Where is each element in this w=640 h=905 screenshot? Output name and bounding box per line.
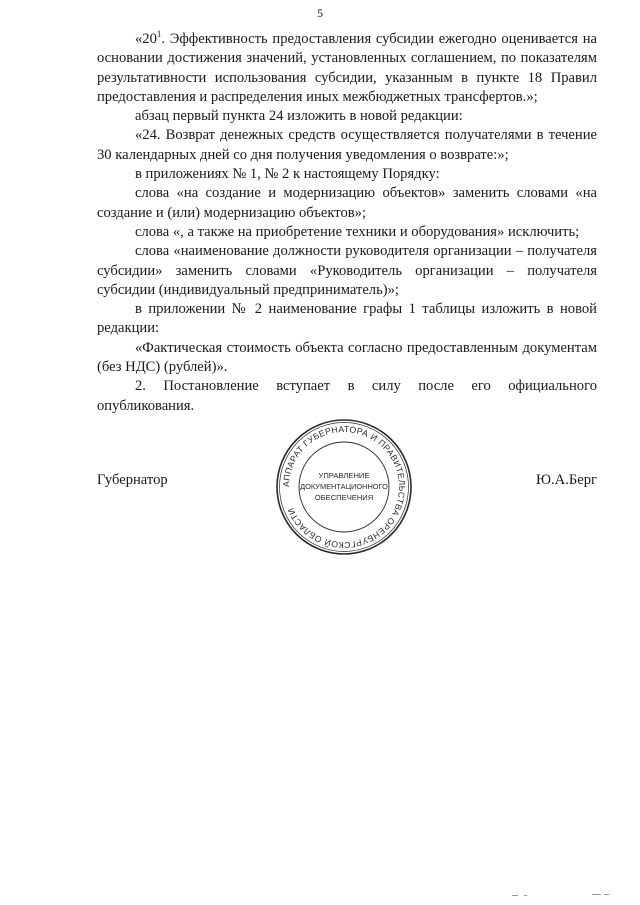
paragraph-24: «24. Возврат денежных средств осуществляется получателями в течение 30 календарных дней со дня получения уведомления о возврате:»; <box>97 127 597 163</box>
stamp-center-line-3: ОБЕСПЕЧЕНИЯ <box>314 493 374 502</box>
page-number: 5 <box>317 6 323 20</box>
stamp-ring-text: АППАРАТ ГУБЕРНАТОРА И ПРАВИТЕЛЬСТВА ОРЕНБУРГСКОЙ ОБЛАСТИ <box>280 423 408 551</box>
paragraph-20-1 <box>97 30 597 107</box>
paragraph-replace-words-2: слова «наименование должности руководителя организации – получателя субсидии» заменить словами «Руководитель организации – получателя субсидии (индивидуальный предприниматель)»; <box>97 243 597 298</box>
paragraph-column-title: «Фактическая стоимость объекта согласно предоставленным документам (без НДС) (рублей)». <box>97 339 597 376</box>
paragraph-effective-date: 2. Постановление вступает в силу после его официального опубликования. <box>97 378 597 414</box>
official-stamp <box>275 418 413 556</box>
signatory-position: Губернатор <box>97 472 168 488</box>
paragraph-20-1-start: «20 <box>135 31 157 47</box>
paragraph-20-1-rest: . Эффективность предоставления субсидии ежегодно оценивается на основании достижения значений, установленных соглашением, по показателям результативности использования субсидии, указанным в пункте 18 Правил предоставления и распределения иных межбюджетных трансфертов.»; <box>97 31 597 105</box>
paragraph-replace-words-1: слова «на создание и модернизацию объектов» заменить словами «на создание и (или) модернизацию объектов»; <box>97 185 597 221</box>
paragraph-exclude-words: слова «, а также на приобретение техники и оборудования» исключить; <box>135 223 580 240</box>
superscript-index: 1 <box>156 29 162 40</box>
stamp-center-line-2: ДОКУМЕНТАЦИОННОГО <box>300 482 388 491</box>
document-body <box>97 30 597 416</box>
scan-specks <box>500 890 620 900</box>
paragraph-appendices: в приложениях № 1, № 2 к настоящему Порядку: <box>135 166 440 183</box>
stamp-center-line-1: УПРАВЛЕНИЕ <box>318 471 370 480</box>
signatory-name: Ю.А.Берг <box>536 472 597 488</box>
stamp-seal-icon <box>275 418 413 556</box>
paragraph-appendix-2: в приложении № 2 наименование графы 1 таблицы изложить в новой редакции: <box>97 301 597 337</box>
paragraph-amend-24: абзац первый пункта 24 изложить в новой редакции: <box>135 108 463 125</box>
